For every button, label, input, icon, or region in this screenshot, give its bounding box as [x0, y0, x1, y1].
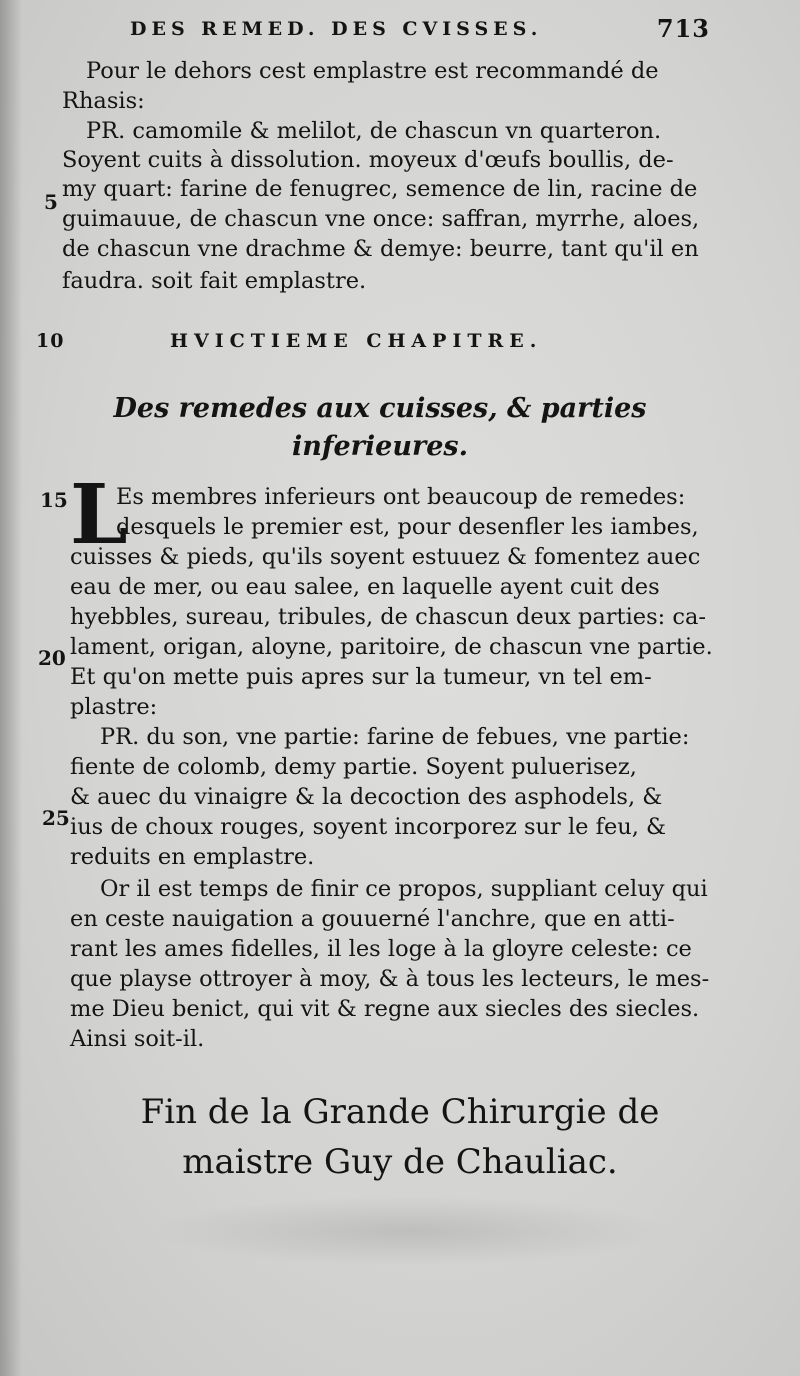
colophon-line-2: maistre Guy de Chauliac. [182, 1142, 618, 1182]
chapter-title: HVICTIEME CHAPITRE. [170, 330, 543, 352]
text-line: de chascun vne drachme & demye: beurre, tant qu'il en [62, 236, 699, 262]
text-line: Ainsi soit-il. [70, 1026, 205, 1052]
text-line: Et qu'on mette puis apres sur la tumeur, vn tel em- [70, 664, 652, 690]
text-line: en ceste nauigation a gouuerné l'anchre, que en atti- [70, 906, 675, 932]
text-line: Or il est temps de finir ce propos, suppliant celuy qui [100, 876, 708, 902]
text-line: PR. camomile & melilot, de chascun vn quarteron. [86, 118, 662, 144]
text-line: hyebbles, sureau, tribules, de chascun deux parties: ca- [70, 604, 706, 630]
page-binding-shadow [0, 0, 22, 1376]
running-title: DES REMED. DES CVISSES. [130, 18, 543, 40]
text-line: my quart: farine de fenugrec, semence de lin, racine de [62, 176, 698, 202]
colophon-line-1: Fin de la Grande Chirurgie de [140, 1092, 660, 1132]
text-line: guimauue, de chascun vne once: saffran, myrrhe, aloes, [62, 206, 700, 232]
text-line: & auec du vinaigre & la decoction des asphodels, & [70, 784, 663, 810]
line-number: 25 [42, 806, 70, 830]
text-line: desquels le premier est, pour desenfler les iambes, [116, 514, 699, 540]
text-line: Soyent cuits à dissolution. moyeux d'œufs boullis, de- [62, 147, 674, 173]
text-line: ius de choux rouges, soyent incorporez sur le feu, & [70, 814, 667, 840]
chapter-header [36, 330, 656, 360]
text-line: cuisses & pieds, qu'ils soyent estuuez & fomentez auec [70, 544, 701, 570]
page-number: 713 [656, 14, 710, 43]
text-line: lament, origan, aloyne, paritoire, de chascun vne partie. [70, 634, 713, 660]
section-heading-line-1: Des remedes aux cuisses, & parties [113, 393, 647, 424]
line-number: 5 [44, 190, 58, 214]
line-number: 20 [38, 646, 66, 670]
running-header [130, 14, 710, 48]
text-line: me Dieu benict, qui vit & regne aux siecles des siecles. [70, 996, 700, 1022]
text-line: que playse ottroyer à moy, & à tous les lecteurs, le mes- [70, 966, 710, 992]
text-line: eau de mer, ou eau salee, en laquelle ayent cuit des [70, 574, 660, 600]
drop-cap: L [70, 467, 128, 563]
text-line: Pour le dehors cest emplastre est recommandé de [86, 58, 659, 84]
show-through-ink [150, 1196, 670, 1266]
line-number: 15 [40, 488, 68, 512]
text-line: Rhasis: [62, 88, 145, 114]
text-line: fiente de colomb, demy partie. Soyent puluerisez, [70, 754, 637, 780]
text-line: plastre: [70, 694, 158, 720]
line-number: 10 [36, 330, 65, 352]
text-line: Es membres inferieurs ont beaucoup de remedes: [116, 484, 686, 510]
section-heading-line-2: inferieures. [292, 431, 468, 462]
text-line: reduits en emplastre. [70, 844, 315, 870]
text-line: faudra. soit fait emplastre. [62, 268, 367, 294]
text-line: rant les ames fidelles, il les loge à la gloyre celeste: ce [70, 936, 692, 962]
text-line: PR. du son, vne partie: farine de febues, vne partie: [100, 724, 690, 750]
